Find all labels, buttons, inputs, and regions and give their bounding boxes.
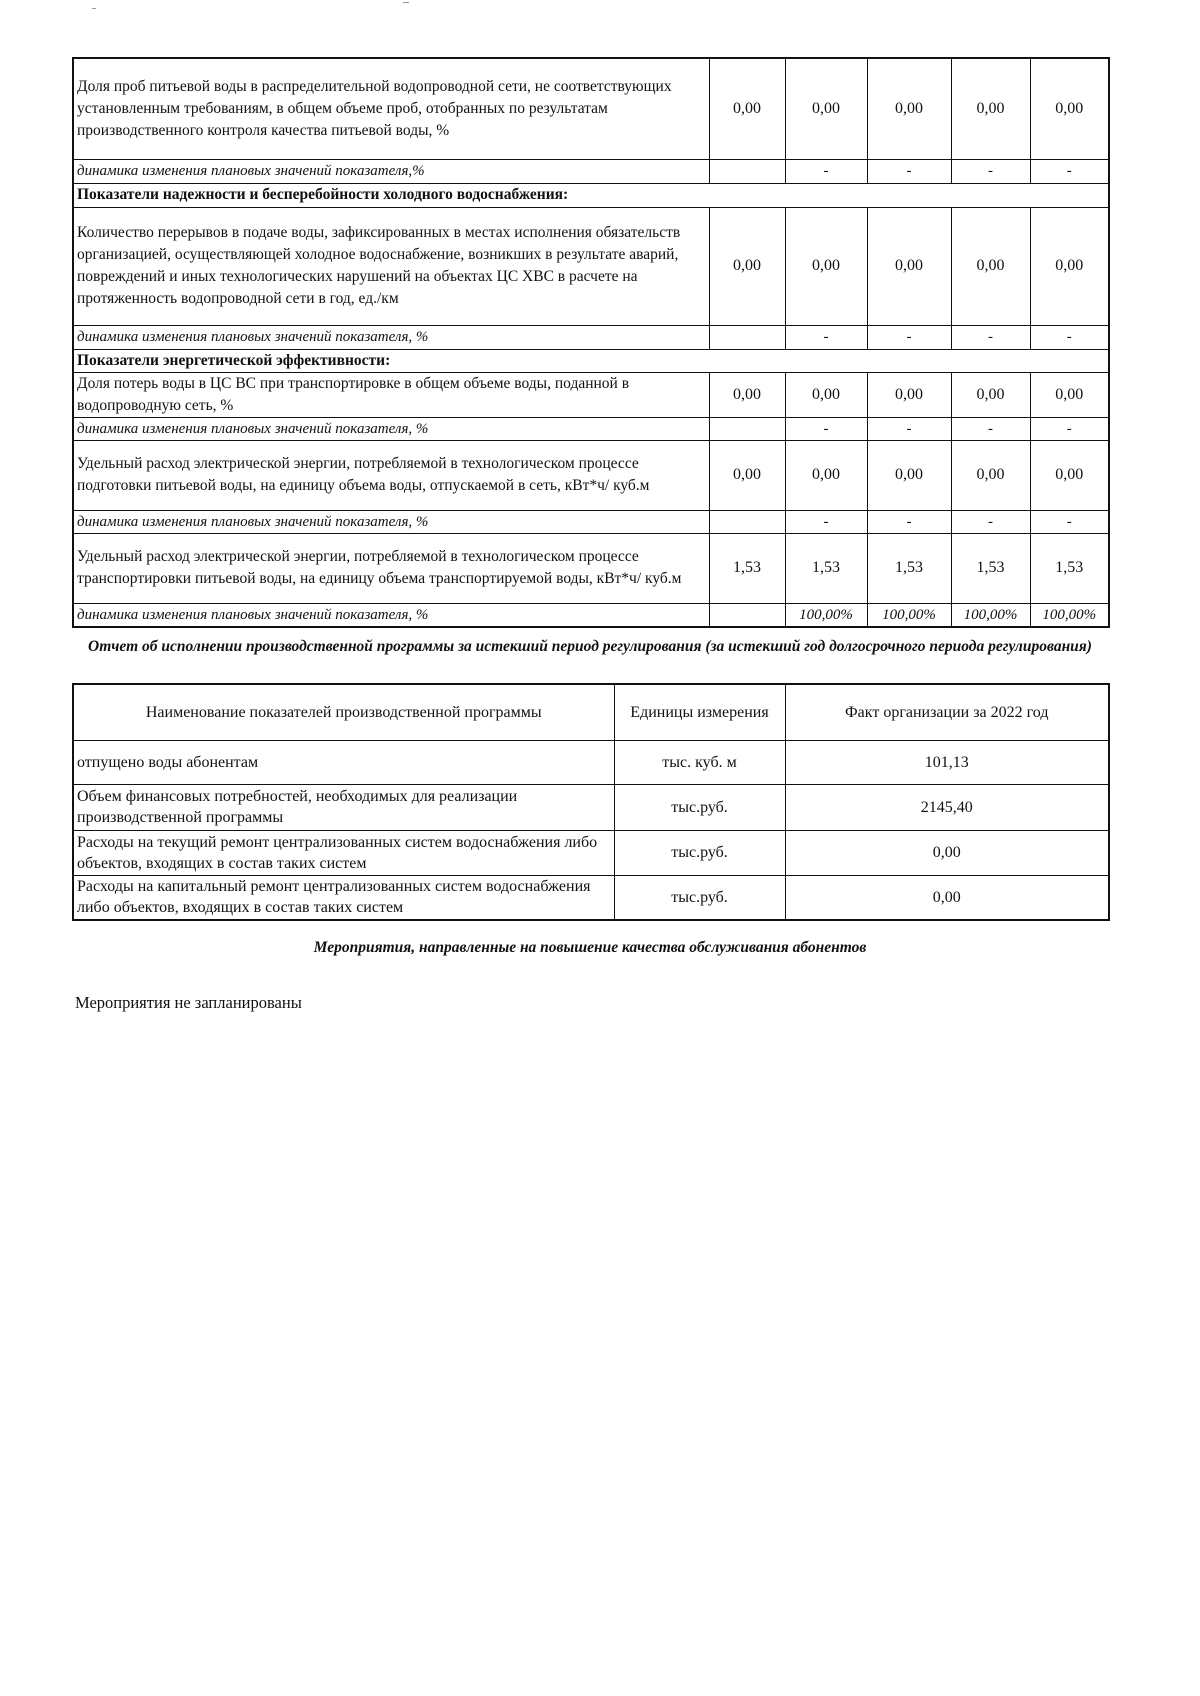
value-cell: 0,00 [785, 58, 867, 159]
header-cell-name: Наименование показателей производственной программы [73, 684, 614, 740]
value-cell: 0,00 [785, 372, 867, 417]
dynamics-row [73, 510, 1109, 533]
report-fact-cell: 0,00 [785, 875, 1109, 920]
report-unit-cell: тыс. куб. м [614, 740, 785, 784]
dynamics-cell: - [1030, 417, 1109, 440]
report-fact-cell: 2145,40 [785, 784, 1109, 830]
dynamics-cell: - [785, 325, 867, 349]
value-cell: 0,00 [867, 207, 951, 325]
value-cell: 1,53 [867, 533, 951, 603]
report-caption: Отчет об исполнении производственной программы за истекший период регулирования (за истекший год долгосрочного периода регулирования) [88, 638, 1092, 655]
value-cell: 1,53 [1030, 533, 1109, 603]
dynamics-cell: - [951, 510, 1030, 533]
dynamics-cell [709, 510, 785, 533]
section-row [73, 183, 1109, 207]
dynamics-label: динамика изменения плановых значений показателя,% [73, 159, 709, 183]
report-name-cell: отпущено воды абонентам [73, 740, 614, 784]
value-cell: 0,00 [1030, 372, 1109, 417]
dynamics-cell: - [785, 510, 867, 533]
section-row [73, 349, 1109, 372]
indicator-name: Доля проб питьевой воды в распределительной водопроводной сети, не соответствующих установленным требованиям, в общем объеме проб, отобранных по результатам производственного контроля качества питьевой воды, % [73, 58, 709, 159]
dynamics-cell: - [785, 417, 867, 440]
dynamics-cell: - [867, 417, 951, 440]
dynamics-cell: - [951, 159, 1030, 183]
indicator-name: Удельный расход электрической энергии, потребляемой в технологическом процессе транспортировки питьевой воды, на единицу объема транспортируемой воды, кВт*ч/ куб.м [73, 533, 709, 603]
report-header-row [73, 684, 1109, 740]
value-cell: 1,53 [709, 533, 785, 603]
section-heading: Показатели энергетической эффективности: [73, 349, 1109, 372]
indicators-table [72, 57, 1110, 628]
indicator-row [73, 372, 1109, 417]
report-row [73, 830, 1109, 875]
dynamics-cell: - [951, 325, 1030, 349]
report-unit-cell: тыс.руб. [614, 875, 785, 920]
dynamics-cell: - [867, 159, 951, 183]
dynamics-label: динамика изменения плановых значений показателя, % [73, 510, 709, 533]
dynamics-cell: 100,00% [951, 603, 1030, 627]
value-cell: 0,00 [785, 207, 867, 325]
dynamics-row [73, 417, 1109, 440]
measures-caption: Мероприятия, направленные на повышение качества обслуживания абонентов [313, 939, 867, 956]
value-cell: 1,53 [951, 533, 1030, 603]
dynamics-cell: 100,00% [1030, 603, 1109, 627]
dynamics-cell [709, 603, 785, 627]
value-cell: 0,00 [951, 372, 1030, 417]
scan-artifact [403, 2, 409, 3]
value-cell: 0,00 [709, 440, 785, 510]
value-cell: 0,00 [951, 207, 1030, 325]
report-unit-cell: тыс.руб. [614, 830, 785, 875]
dynamics-cell [709, 325, 785, 349]
report-name-cell: Расходы на текущий ремонт централизованных систем водоснабжения либо объектов, входящих в состав таких систем [73, 830, 614, 875]
report-fact-cell: 0,00 [785, 830, 1109, 875]
dynamics-label: динамика изменения плановых значений показателя, % [73, 325, 709, 349]
report-fact-cell: 101,13 [785, 740, 1109, 784]
dynamics-cell: - [1030, 510, 1109, 533]
dynamics-cell: 100,00% [785, 603, 867, 627]
report-name-cell: Расходы на капитальный ремонт централизованных систем водоснабжения либо объектов, входящих в состав таких систем [73, 875, 614, 920]
value-cell: 0,00 [709, 207, 785, 325]
indicator-name: Количество перерывов в подаче воды, зафиксированных в местах исполнения обязательств организацией, осуществляющей холодное водоснабжение, возникших в результате аварий, повреждений и иных технологических нарушений на объектах ЦС ХВС в расчете на протяженность водопроводной сети в год, ед./км [73, 207, 709, 325]
value-cell: 0,00 [1030, 58, 1109, 159]
dynamics-label: динамика изменения плановых значений показателя, % [73, 603, 709, 627]
dynamics-cell: - [1030, 159, 1109, 183]
report-table [72, 683, 1110, 921]
dynamics-cell [709, 417, 785, 440]
indicator-name: Удельный расход электрической энергии, потребляемой в технологическом процессе подготовки питьевой воды, на единицу объема воды, отпускаемой в сеть, кВт*ч/ куб.м [73, 440, 709, 510]
dynamics-label: динамика изменения плановых значений показателя, % [73, 417, 709, 440]
indicator-name: Доля потерь воды в ЦС ВС при транспортировке в общем объеме воды, поданной в водопроводную сеть, % [73, 372, 709, 417]
value-cell: 0,00 [951, 58, 1030, 159]
dynamics-cell: - [867, 325, 951, 349]
value-cell: 0,00 [709, 58, 785, 159]
value-cell: 0,00 [951, 440, 1030, 510]
indicator-row [73, 440, 1109, 510]
indicator-row [73, 58, 1109, 159]
indicator-row [73, 207, 1109, 325]
value-cell: 0,00 [867, 372, 951, 417]
section-heading: Показатели надежности и бесперебойности холодного водоснабжения: [73, 183, 1109, 207]
dynamics-cell: - [1030, 325, 1109, 349]
dynamics-cell: - [951, 417, 1030, 440]
value-cell: 0,00 [1030, 440, 1109, 510]
report-row [73, 740, 1109, 784]
measures-text: Мероприятия не запланированы [75, 993, 302, 1012]
value-cell: 0,00 [785, 440, 867, 510]
report-row [73, 784, 1109, 830]
dynamics-cell: - [867, 510, 951, 533]
dynamics-cell: 100,00% [867, 603, 951, 627]
report-unit-cell: тыс.руб. [614, 784, 785, 830]
value-cell: 1,53 [785, 533, 867, 603]
value-cell: 0,00 [709, 372, 785, 417]
header-cell-fact: Факт организации за 2022 год [785, 684, 1109, 740]
dynamics-cell [709, 159, 785, 183]
indicator-row [73, 533, 1109, 603]
dynamics-cell: - [785, 159, 867, 183]
value-cell: 0,00 [1030, 207, 1109, 325]
value-cell: 0,00 [867, 440, 951, 510]
dynamics-row [73, 603, 1109, 627]
scan-artifact [92, 8, 96, 9]
report-row [73, 875, 1109, 920]
dynamics-row [73, 325, 1109, 349]
header-cell-unit: Единицы измерения [614, 684, 785, 740]
value-cell: 0,00 [867, 58, 951, 159]
report-name-cell: Объем финансовых потребностей, необходимых для реализации производственной программы [73, 784, 614, 830]
dynamics-row [73, 159, 1109, 183]
